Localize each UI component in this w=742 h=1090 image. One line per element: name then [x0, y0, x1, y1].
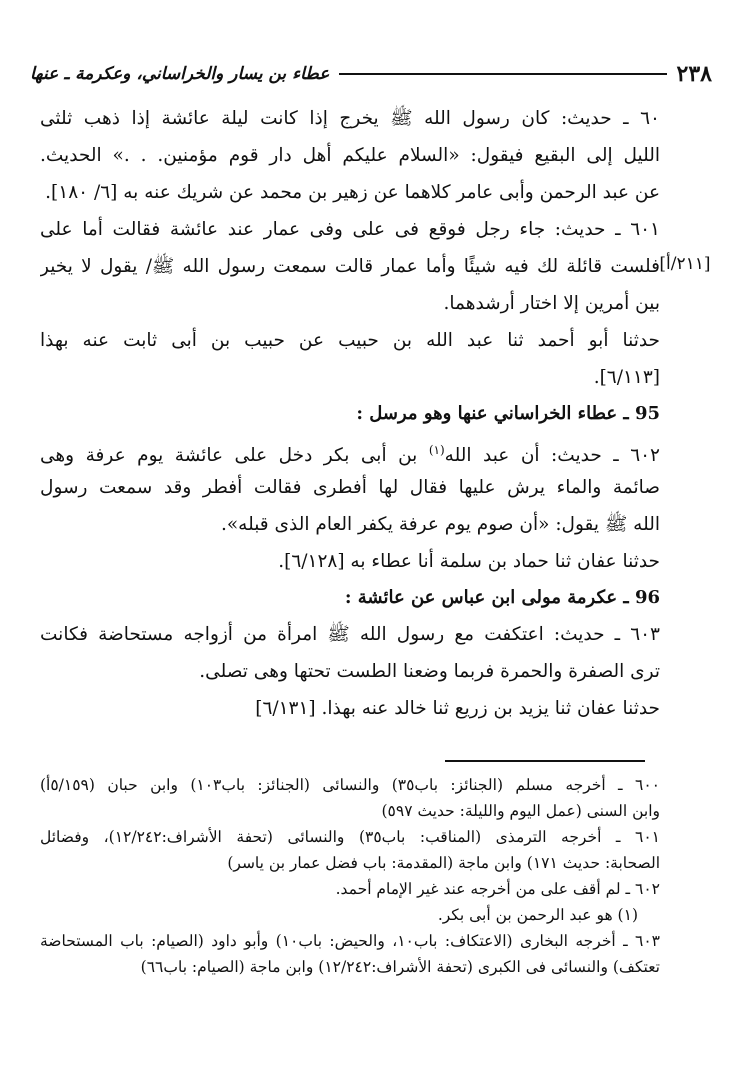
text-line: ٦٠١ ـ حديث: جاء رجل فوقع فى على وفى عمار عند عائشة فقالت أما على	[40, 219, 660, 240]
footnote-line: ٦٠٢ ـ لم أقف على من أخرجه عند غير الإمام أحمد.	[335, 880, 660, 898]
text-line: حدثنا عفان ثنا يزيد بن زريع ثنا خالد عنه بهذا. [٦/١٣١]	[255, 698, 660, 719]
text-line: ٦٠٣ ـ حديث: اعتكفت مع رسول الله ﷺ امرأة من أزواجه مستحاضة فكانت	[40, 624, 660, 645]
margin-folio-reference: [٢١١/أ]	[659, 254, 711, 274]
text-line: ٦٠ ـ حديث: كان رسول الله ﷺ يخرج إذا كانت ليلة عائشة إذا ذهب ثلثى	[40, 108, 660, 129]
main-text	[40, 100, 660, 727]
text-line: حدثنا عفان ثنا حماد بن سلمة أنا عطاء به [٦/١٢٨].	[278, 551, 660, 572]
running-title: عطاء بن يسار والخراساني، وعكرمة ـ عنها	[30, 64, 330, 84]
text-line: [٦/١١٣].	[593, 367, 660, 388]
section-heading-96: 96 ـ عكرمة مولى ابن عباس عن عائشة :	[344, 587, 660, 608]
text-line: بين أمرين إلا اختار أرشدهما.	[443, 293, 660, 314]
text-line: الله ﷺ يقول: «أن صوم يوم عرفة يكفر العام الذى قبله».	[220, 514, 660, 535]
section-heading-95: 95 ـ عطاء الخراساني عنها وهو مرسل :	[356, 403, 660, 424]
footnote-separator	[445, 760, 645, 762]
text-line: فلست قائلة لك فيه شيئًا وأما عمار قالت سمعت رسول الله ﷺ/ يقول لا يخير	[40, 256, 660, 277]
footnote-line: ٦٠٣ ـ أخرجه البخارى (الاعتكاف: باب١٠، والحيض: باب١٠) وأبو داود (الصيام: باب المستحاضة	[40, 932, 660, 950]
footnotes	[40, 772, 660, 980]
text-line: ترى الصفرة والحمرة فربما وضعنا الطست تحتها وهى تصلى.	[199, 661, 660, 682]
text-line: حدثنا أبو أحمد ثنا عبد الله بن حبيب عن حبيب بن أبى ثابت عنه بهذا	[40, 330, 660, 351]
footnote-line: ٦٠١ ـ أخرجه الترمذى (المناقب: باب٣٥) والنسائى (تحفة الأشراف:١٢/٢٤٢)، وفضائل	[40, 828, 660, 846]
text-line: صائمة والماء يرش عليها فقال لها أفطرى فقالت أفطر وقد سمعت رسول	[40, 477, 660, 498]
footnote-line: (١) هو عبد الرحمن بن أبى بكر.	[437, 906, 638, 924]
footnote-line: تعتكف) والنسائى فى الكبرى (تحفة الأشراف:١٢/٢٤٢) وابن ماجة (الصيام: باب٦٦)	[140, 958, 660, 976]
footnote-line: وابن السنى (عمل اليوم والليلة: حديث ٥٩٧)	[381, 802, 660, 820]
header-rule	[339, 73, 666, 75]
text-line	[40, 432, 660, 469]
page-number: ٢٣٨	[676, 61, 712, 87]
footnote-line: الصحابة: حديث ١٧١) وابن ماجة (المقدمة: باب فضل عمار بن ياسر)	[227, 854, 660, 872]
text-line: الليل إلى البقيع فيقول: «السلام عليكم أهل دار قوم مؤمنين. . .» الحديث.	[40, 145, 660, 166]
text-line: عن عبد الرحمن وأبى عامر كلاهما عن زهير بن محمد عن شريك عنه به [٦/ ١٨٠].	[45, 182, 660, 203]
footnote-marker: (١)	[428, 443, 445, 457]
text-segment: ٦٠٢ ـ حديث: أن عبد الله	[444, 445, 660, 467]
footnote-line: ٦٠٠ ـ أخرجه مسلم (الجنائز: باب٣٥) والنسائى (الجنائز: باب١٠٣) وابن حبان (٥/١٥٩أ)	[40, 776, 660, 794]
text-segment: بن أبى بكر دخل على عائشة يوم عرفة وهى	[40, 445, 429, 467]
page-header	[30, 56, 712, 92]
